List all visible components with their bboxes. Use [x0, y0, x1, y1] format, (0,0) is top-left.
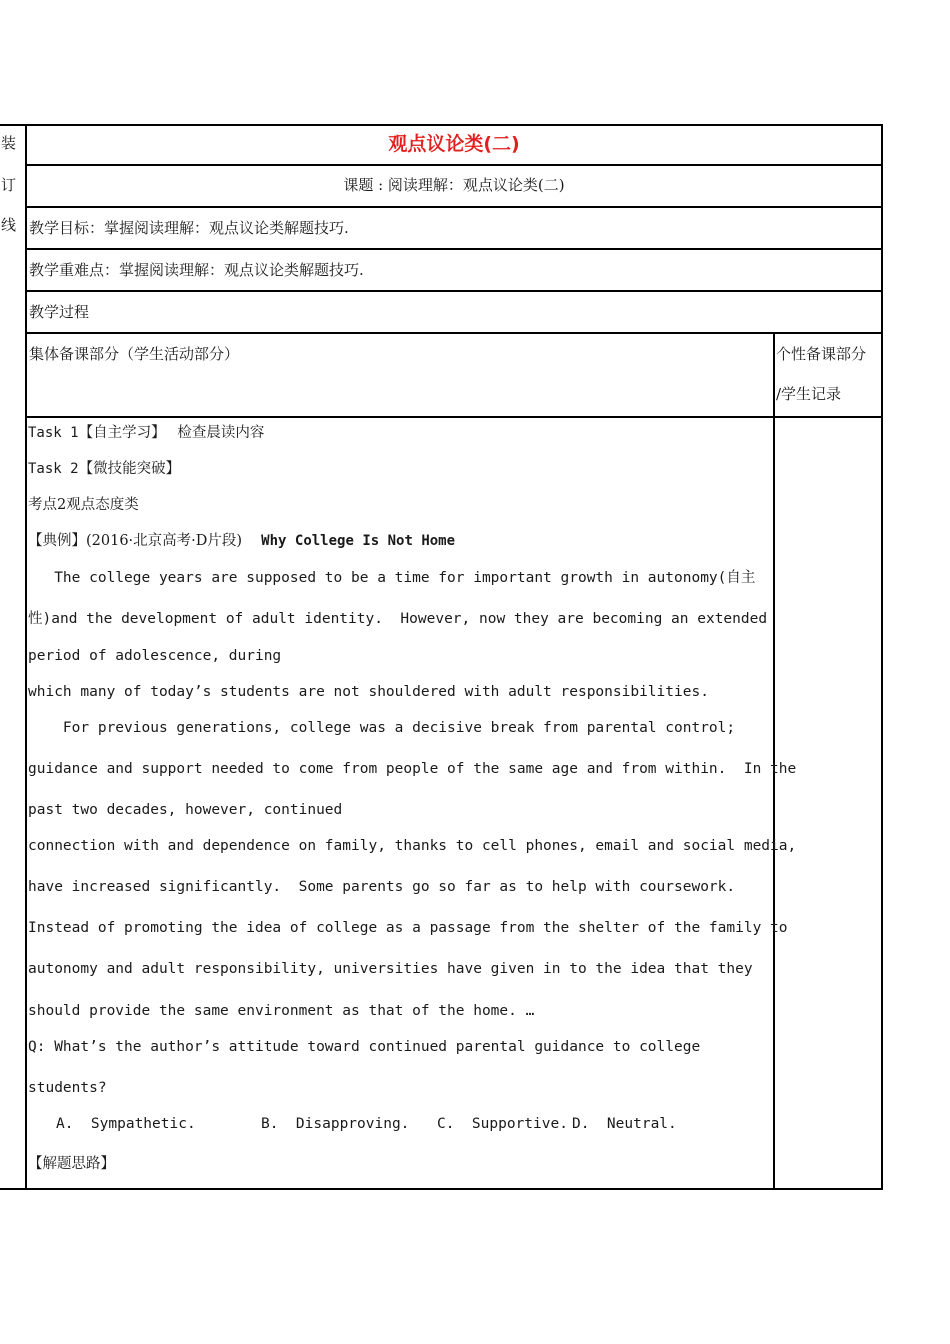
- binding-char: 线: [1, 216, 17, 234]
- passage-line: For previous generations, college was a decisive break from parental control;: [28, 720, 736, 736]
- task1-line: [28, 421, 264, 442]
- topic-line: 考点2观点态度类: [28, 497, 139, 513]
- example-label: 【典例】(2016·北京高考·D片段): [28, 533, 243, 549]
- option-d: D. Neutral.: [572, 1116, 677, 1132]
- binding-char: 订: [1, 176, 17, 194]
- binding-char: 装: [1, 134, 17, 152]
- passage-line: Instead of promoting the idea of college as a passage from the shelter of the family to: [28, 920, 788, 936]
- passage-line: have increased significantly. Some parents go so far as to help with coursework.: [28, 879, 736, 895]
- lesson-topic: 课题 : 阅读理解：观点议论类(二): [27, 166, 881, 208]
- analysis-label: 【解题思路】: [28, 1156, 115, 1172]
- passage-line: connection with and dependence on family, thanks to cell phones, email and social media,: [28, 838, 797, 854]
- question-line: Q: What’s the author’s attitude toward continued parental guidance to college: [28, 1039, 701, 1055]
- key-points: 教学重难点：掌握阅读理解：观点议论类解题技巧.: [27, 250, 881, 292]
- option-c: C. Supportive.: [437, 1116, 568, 1132]
- task1-text: 【自主学习】 检查晨读内容: [78, 425, 265, 441]
- task1-prefix: Task 1: [28, 425, 79, 441]
- passage-line: autonomy and adult responsibility, universities have given in to the idea that they: [28, 961, 753, 977]
- example-line: [28, 529, 455, 550]
- individual-prep-label: [776, 334, 866, 414]
- task2-prefix: Task 2: [28, 461, 79, 477]
- teaching-process: 教学过程: [27, 292, 881, 334]
- collective-prep-label: 集体备课部分（学生活动部分）: [29, 345, 240, 363]
- individual-prep-line2: /学生记录: [776, 385, 842, 403]
- teaching-goal: 教学目标：掌握阅读理解：观点议论类解题技巧.: [27, 208, 881, 250]
- section-header-row: [27, 334, 881, 418]
- passage-line: guidance and support needed to come from people of the same age and from within. In the: [28, 761, 797, 777]
- option-b: B. Disapproving.: [261, 1116, 410, 1132]
- task2-line: [28, 457, 180, 478]
- passage-title: Why College Is Not Home: [261, 533, 456, 549]
- task2-text: 【微技能突破】: [78, 461, 181, 477]
- passage-line: period of adolescence, during: [28, 648, 282, 664]
- passage-line: should provide the same environment as that of the home. …: [28, 1003, 535, 1019]
- binding-margin: [0, 126, 27, 1188]
- individual-prep-line1: 个性备课部分: [776, 345, 867, 363]
- passage-line: past two decades, however, continued: [28, 802, 343, 818]
- passage-line: The college years are supposed to be a time for important growth in autonomy(自主: [28, 570, 756, 586]
- passage-line: 性)and the development of adult identity. However, now they are becoming an extended: [28, 611, 768, 627]
- page-title: 观点议论类(二): [27, 126, 881, 166]
- question-line: students?: [28, 1080, 107, 1096]
- passage-line: which many of today’s students are not shouldered with adult responsibilities.: [28, 684, 709, 700]
- option-a: A. Sympathetic.: [56, 1116, 196, 1132]
